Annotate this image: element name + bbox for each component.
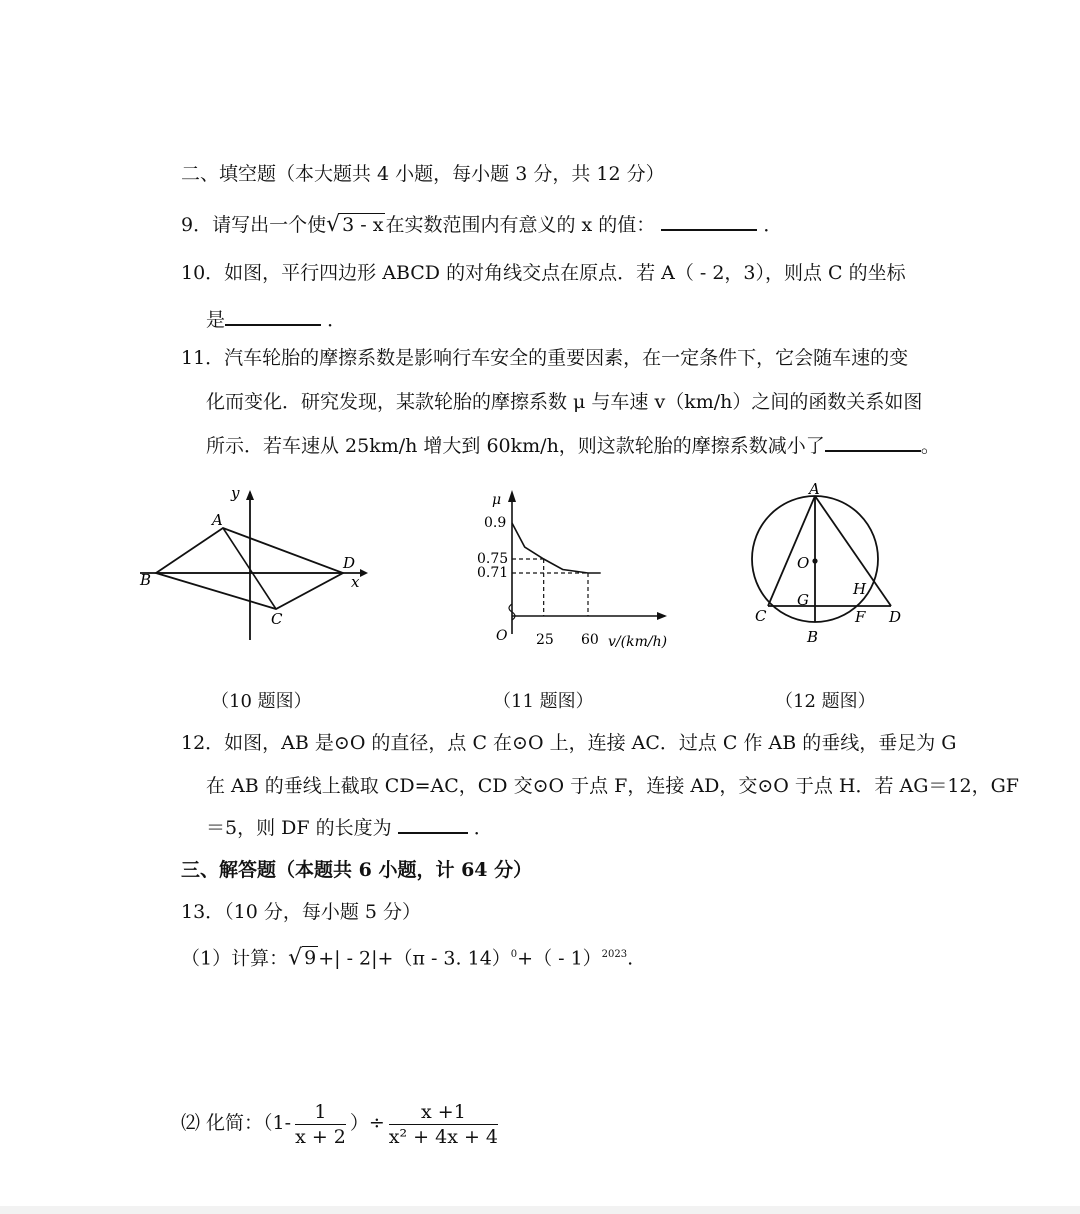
x-axis-arrow: [657, 612, 667, 620]
label-y: y: [231, 484, 240, 502]
x-axis-arrow: [360, 569, 368, 577]
frac1-num: 1: [295, 1100, 346, 1125]
p2-mid: ）÷: [349, 1112, 385, 1134]
p1-exp: 2023: [601, 949, 628, 960]
label-origin: O: [496, 628, 508, 644]
q10-line2: [206, 306, 346, 333]
label-f: F: [855, 608, 866, 626]
tick-075: 0.75: [477, 551, 509, 567]
label-h: H: [853, 580, 867, 598]
p1-end: .: [627, 947, 634, 970]
q11-end: 。: [920, 435, 940, 457]
fraction-2: [389, 1100, 498, 1149]
label-g: G: [797, 591, 809, 609]
p2-pre: ⑵ 化简：（1-: [181, 1112, 292, 1134]
question-13: 13．（10 分，每小题 5 分）: [181, 901, 422, 923]
q9-text-pre: 9．请写出一个使: [181, 214, 327, 236]
p1-rest: +| - 2|+（π - 3. 14）: [318, 947, 511, 970]
label-c: C: [755, 607, 767, 625]
question-9: [181, 211, 782, 238]
label-o: O: [797, 554, 810, 572]
page-bottom-edge: [0, 1206, 1080, 1214]
label-c: C: [271, 610, 283, 628]
caption-fig11: （11 题图）: [493, 691, 594, 712]
q9-answer-blank[interactable]: [661, 211, 757, 231]
frac2-num: x +1: [389, 1100, 498, 1125]
section3-heading: 三、解答题（本题共 6 小题，计 64 分）: [181, 859, 533, 881]
q12-line3-pre: ＝5，则 DF 的长度为: [206, 817, 392, 839]
q9-radicand: 3 - x: [342, 214, 384, 236]
frac1-den: x + 2: [295, 1125, 346, 1148]
p1-rest2: +（ - 1）: [517, 947, 602, 970]
tick-60: 60: [581, 632, 599, 648]
label-a: A: [212, 511, 223, 529]
y-axis-arrow: [246, 490, 254, 500]
label-d: D: [343, 554, 356, 572]
q13-part1: [181, 942, 633, 971]
p1-exp0: 0: [510, 949, 518, 960]
p1-pre: （1）计算：: [181, 947, 289, 970]
q11-line1: 11．汽车轮胎的摩擦系数是影响行车安全的重要因素，在一定条件下，它会随车速的变: [181, 347, 909, 369]
tick-25: 25: [536, 632, 554, 648]
label-x: x: [351, 573, 360, 591]
q11-line3-pre: 所示．若车速从 25km/h 增大到 60km/h，则这款轮胎的摩擦系数减小了: [206, 435, 825, 457]
p1-radicand: 9: [304, 947, 317, 970]
segment-ac: [768, 496, 815, 606]
q11-line3: [206, 432, 940, 459]
q10-line2-pre: 是: [206, 309, 226, 331]
q9-text-post: 在实数范围内有意义的 x 的值：: [385, 214, 656, 236]
q12-answer-blank[interactable]: [398, 814, 468, 834]
q12-line3: [206, 814, 493, 841]
label-a: A: [809, 480, 820, 498]
label-b: B: [140, 571, 152, 589]
tick-09: 0.9: [484, 515, 507, 531]
fraction-1: [295, 1100, 346, 1149]
q12-end: ．: [473, 817, 493, 839]
label-d: D: [889, 608, 902, 626]
q13-part2: [181, 1098, 502, 1149]
figure-11-chart: [470, 482, 690, 652]
y-axis-arrow: [508, 490, 516, 502]
q11-line2: 化而变化．研究发现，某款轮胎的摩擦系数 μ 与车速 v（km/h）之间的函数关系如图: [206, 391, 923, 413]
caption-fig10: （10 题图）: [211, 691, 312, 712]
tick-071: 0.71: [477, 565, 509, 581]
q9-end: ．: [763, 214, 783, 236]
radical-sign: √: [288, 945, 303, 971]
q10-line1: 10．如图，平行四边形 ABCD 的对角线交点在原点．若 A（ - 2，3），则点 C 的坐标: [181, 262, 906, 284]
label-mu: μ: [492, 492, 502, 508]
label-b: B: [807, 628, 819, 646]
mu-curve: [512, 523, 601, 573]
figure-10-parallelogram: [130, 480, 380, 650]
q12-line2: 在 AB 的垂线上截取 CD=AC，CD 交⊙O 于点 F，连接 AD，交⊙O 于点 H．若 AG＝12，GF: [206, 775, 1019, 797]
q10-end: ．: [327, 309, 347, 331]
section2-heading: 二、填空题（本大题共 4 小题，每小题 3 分，共 12 分）: [181, 163, 665, 185]
caption-fig12: （12 题图）: [775, 691, 876, 712]
frac2-den: x² + 4x + 4: [388, 1125, 499, 1148]
x-axis-label: v/(km/h): [608, 634, 668, 650]
center-point: [812, 558, 817, 563]
figure-12-circle: [745, 480, 915, 650]
q10-answer-blank[interactable]: [225, 306, 321, 326]
radical-sign: √: [326, 212, 341, 237]
q11-answer-blank[interactable]: [825, 432, 921, 452]
q12-line1: 12．如图，AB 是⊙O 的直径，点 C 在⊙O 上，连接 AC．过点 C 作 AB 的垂线，垂足为 G: [181, 732, 957, 754]
